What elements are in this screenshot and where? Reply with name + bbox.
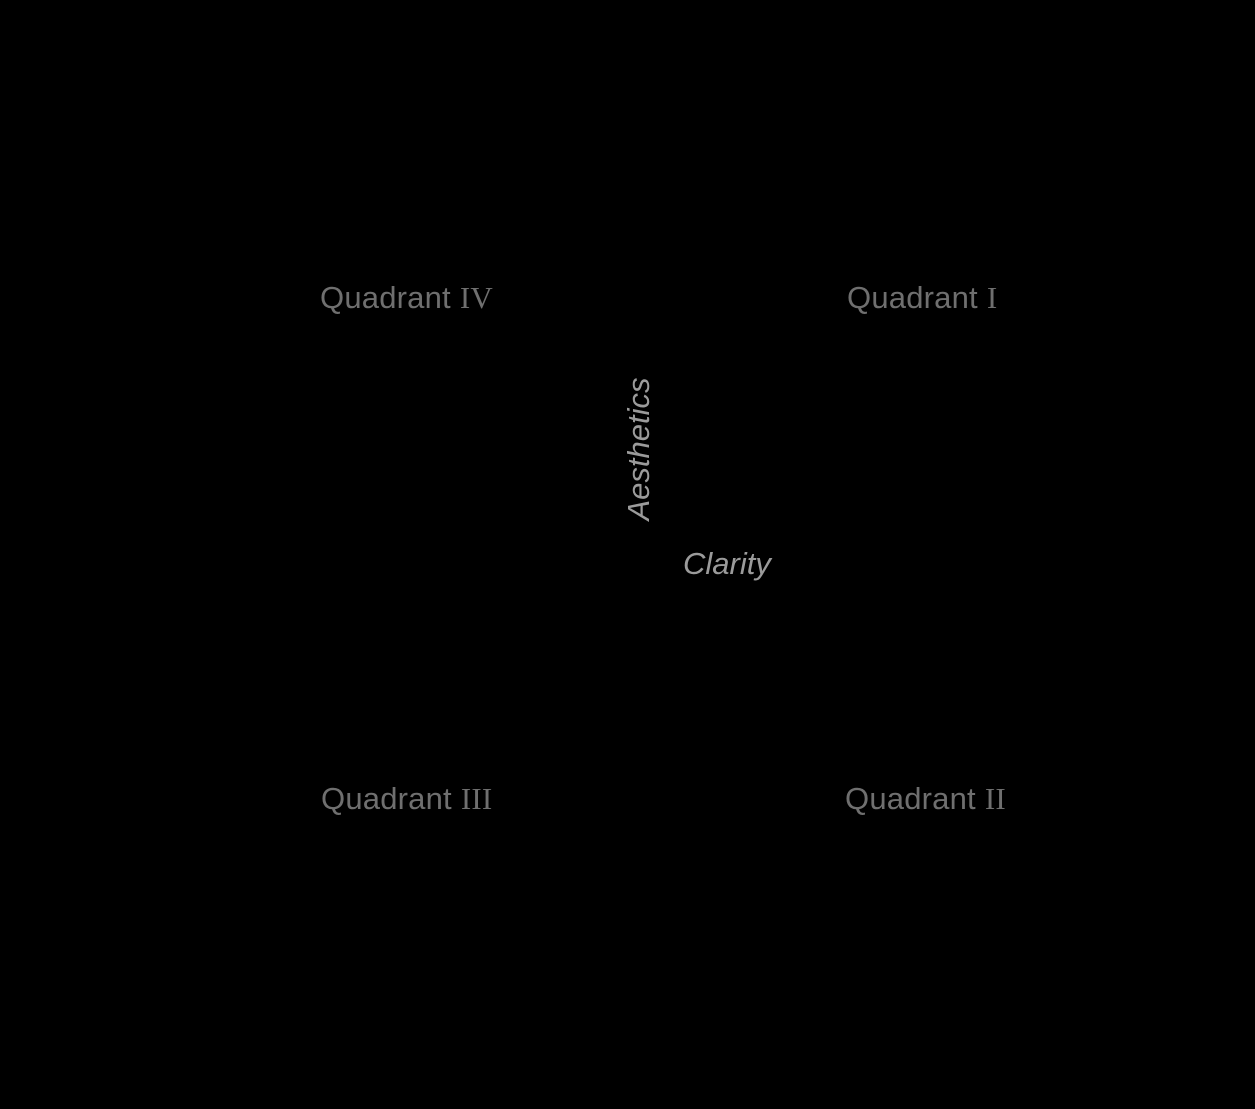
quadrant-word: Quadrant [845, 781, 976, 816]
y-axis-line [659, 165, 661, 925]
quadrant-label-i [847, 282, 997, 313]
x-axis-label: Clarity [683, 546, 771, 581]
quadrant-label-ii [845, 783, 1006, 814]
quadrant-word: Quadrant [321, 781, 452, 816]
quadrant-label-iv [320, 282, 493, 313]
y-axis-label: Aesthetics [621, 377, 656, 521]
x-axis-line [230, 539, 1080, 541]
quadrant-numeral: IV [459, 280, 493, 315]
quadrant-word: Quadrant [847, 280, 978, 315]
quadrant-numeral: III [460, 781, 493, 816]
quadrant-numeral: II [984, 781, 1006, 816]
quadrant-numeral: I [986, 280, 998, 315]
quadrant-label-iii [321, 783, 492, 814]
quadrant-word: Quadrant [320, 280, 451, 315]
